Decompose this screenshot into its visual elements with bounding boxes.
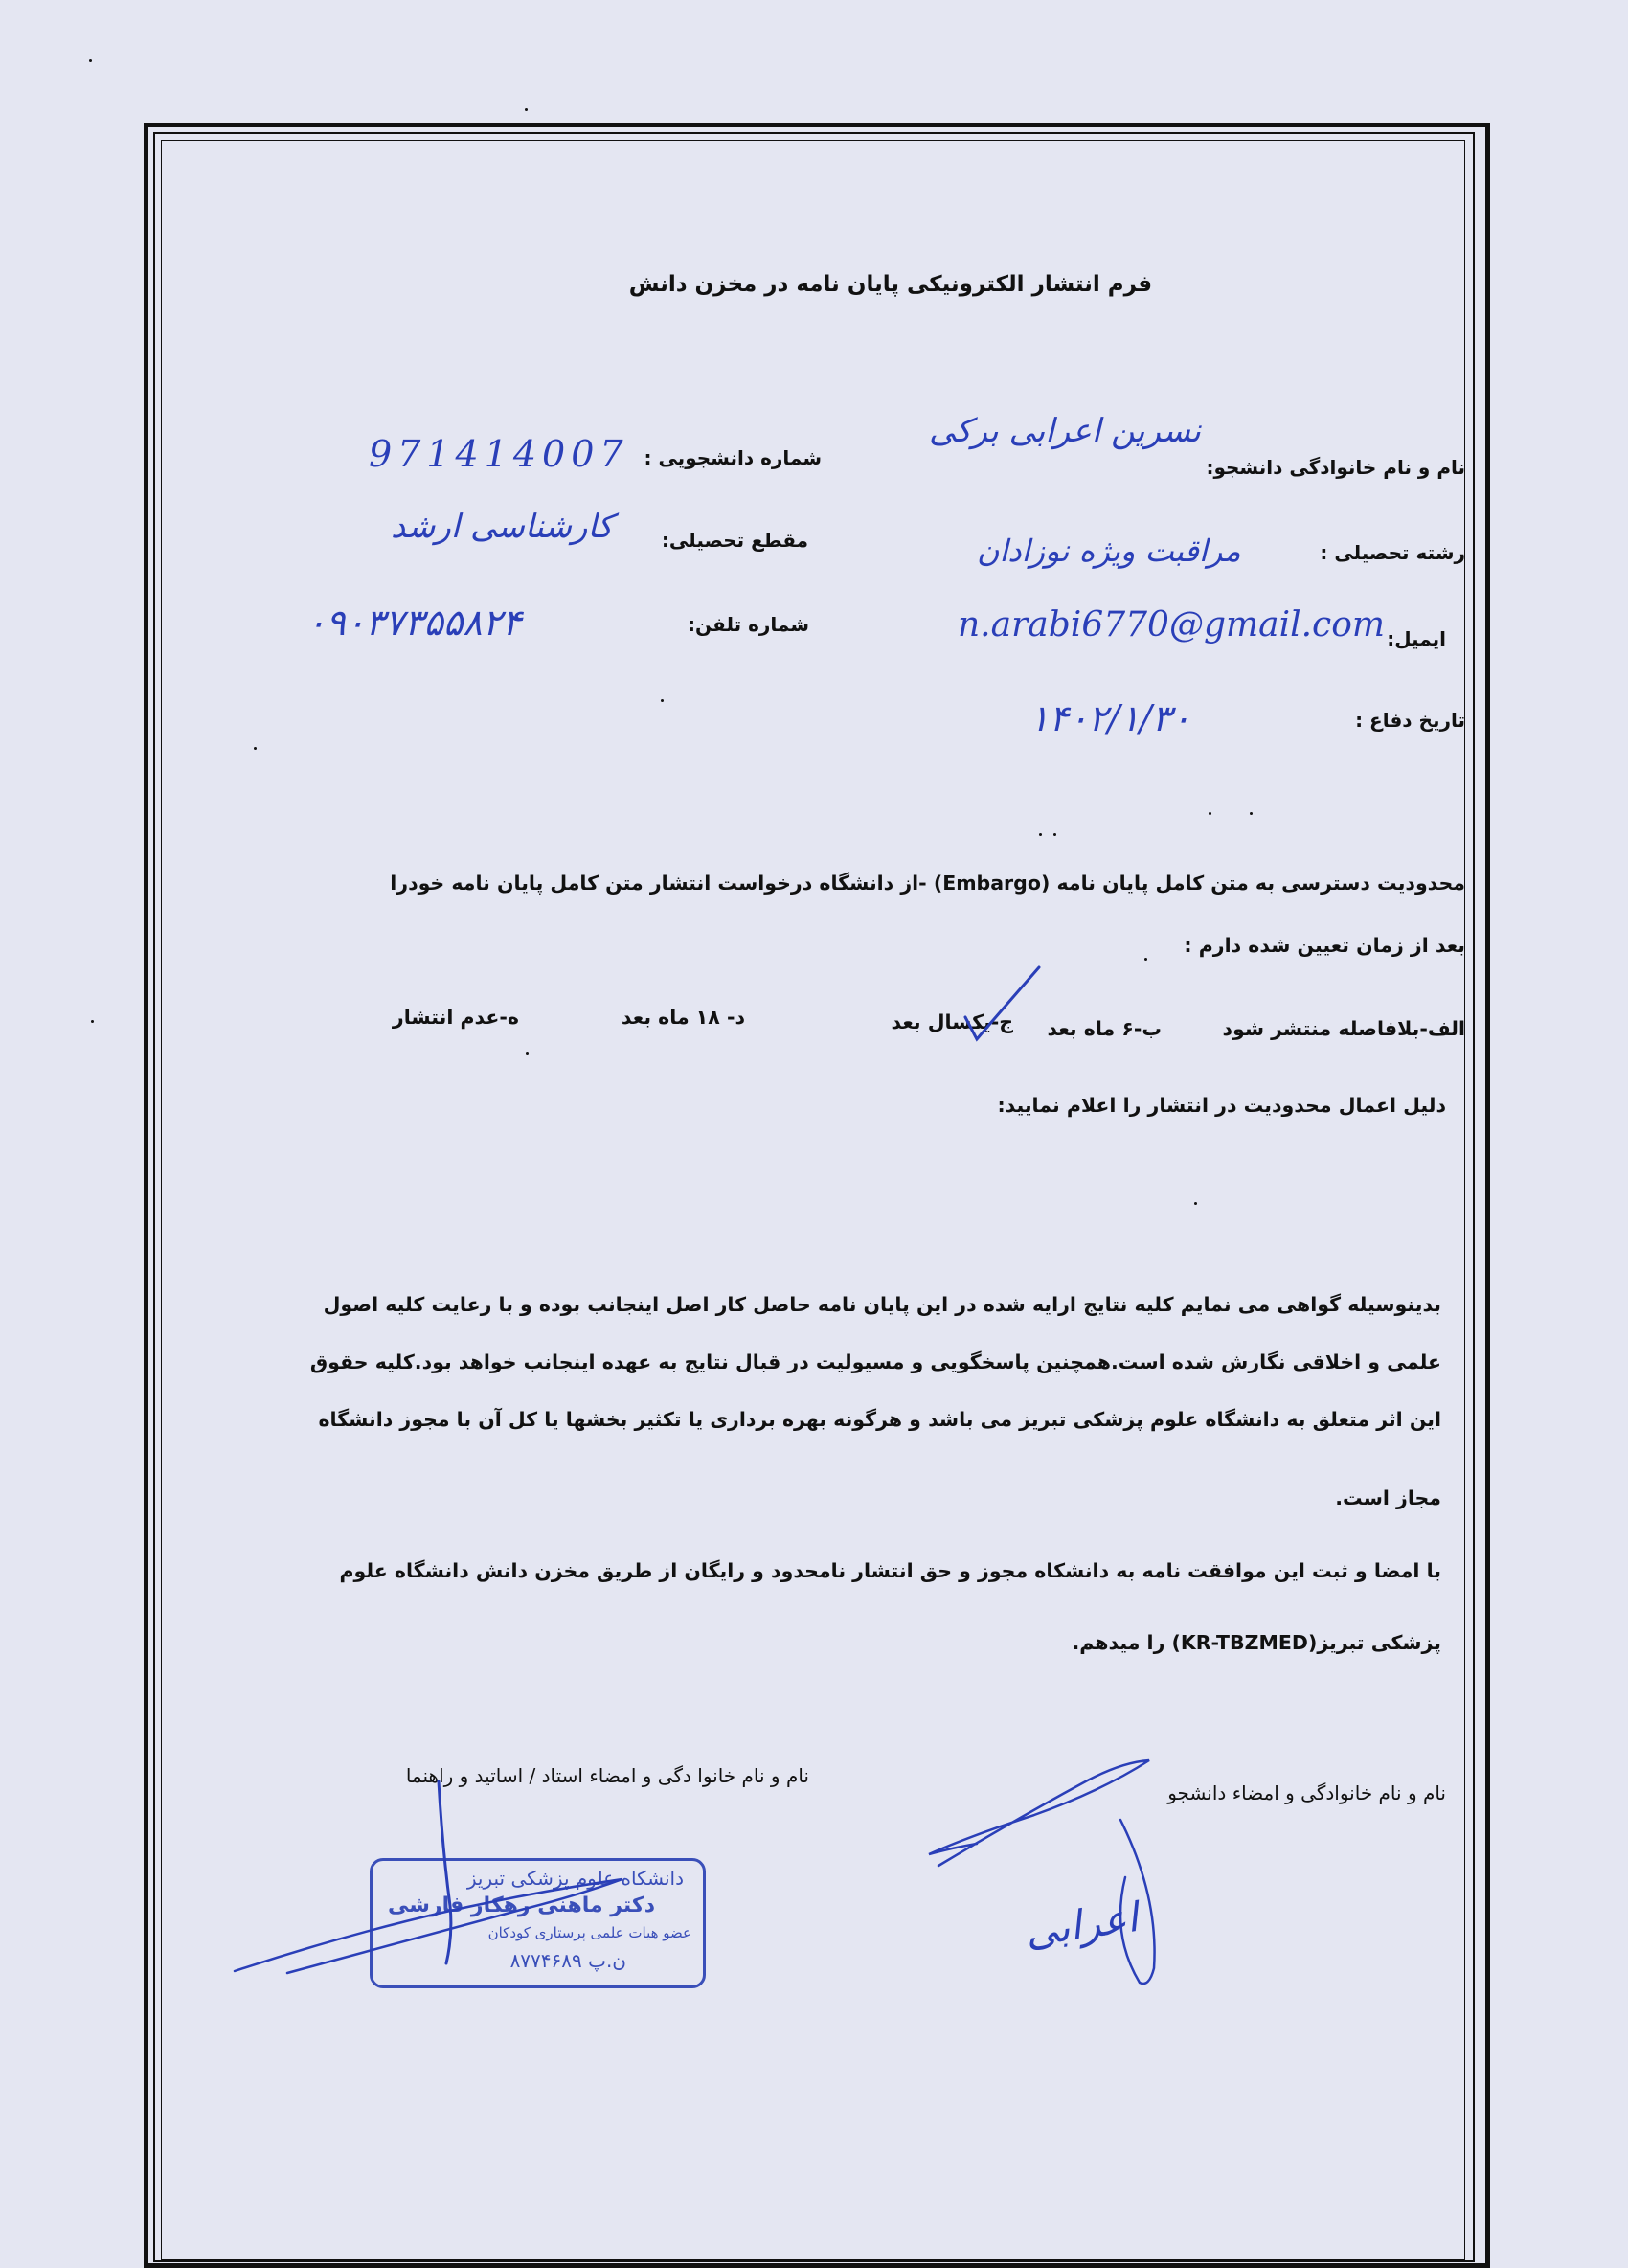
defense-date-handwritten: ۱۴۰۲/۱/۳۰ <box>1029 697 1191 739</box>
student-signature: اعرابی <box>1022 1894 1142 1956</box>
supervisor-signature-label: نام و نام خانوا دگی و امضاء استاد / اساتید و راهنما <box>405 1764 809 1787</box>
declaration-line1: بدینوسیله گواهی می نمایم کلیه نتایج ارایه شده در این پایان نامه حاصل کار اصل اینجانب بوده و با رعایت کلیه اصول <box>323 1293 1441 1316</box>
student-number-handwritten: 971414007 <box>369 433 629 475</box>
license-line2: پزشکی تبریز(KR-TBZMED) را میدهم. <box>1072 1631 1441 1654</box>
major-label: رشته تحصیلی : <box>1320 541 1465 564</box>
supervisor-signature-sweep-icon <box>235 1879 622 1973</box>
stamp-number: ن.پ ۸۷۷۴۶۸۹ <box>509 1949 626 1972</box>
checkmark-icon <box>965 967 1039 1039</box>
embargo-option-1-year: ج-یکسال بعد <box>891 1010 1013 1033</box>
declaration-line4: مجاز است. <box>1335 1486 1441 1509</box>
embargo-text-line2: بعد از زمان تعیین شده دارم : <box>1184 934 1465 957</box>
student-name-label: نام و نام خانوادگی دانشجو: <box>1206 456 1465 479</box>
declaration-line3: این اثر متعلق به دانشگاه علوم پزشکی تبریز می باشد و هرگونه بهره برداری یا تکثیر بخشها یا کل آن با مجوز دانشگاه <box>318 1408 1441 1431</box>
supervisor-signature-stroke-icon <box>439 1781 451 1963</box>
form-title: فرم انتشار الکترونیکی پایان نامه در مخزن دانش <box>628 272 1152 297</box>
stamp-title: عضو هیات علمی پرستاری کودکان <box>487 1924 691 1941</box>
degree-handwritten: کارشناسی ارشد <box>391 508 613 546</box>
email-label: ایمیل: <box>1387 627 1446 650</box>
student-signature-label: نام و نام خانوادگی و امضاء دانشجو <box>1167 1781 1446 1804</box>
defense-date-label: تاریخ دفاع : <box>1355 709 1465 732</box>
degree-label: مقطع تحصیلی: <box>661 529 808 552</box>
stamp-university: دانشکاه علوم پزشکی تبریز <box>466 1867 684 1890</box>
email-handwritten: n.arabi6770@gmail.com <box>958 605 1386 645</box>
embargo-option-immediate: الف-بلافاصله منتشر شود <box>1222 1017 1465 1040</box>
license-line1: با امضا و ثبت این موافقت نامه به دانشکاه مجوز و حق انتشار نامحدود و رایگان از طریق مخزن دانش دانشگاه علوم <box>339 1559 1441 1582</box>
stamp-name: دکتر ماهنی رهکار فارشی <box>388 1894 655 1917</box>
phone-handwritten: ۰۹۰۳۷۳۵۵۸۲۴ <box>306 601 522 644</box>
student-name-handwritten: نسرین اعرابی برکی <box>929 412 1202 450</box>
embargo-option-no-publish: ه-عدم انتشار <box>392 1006 519 1029</box>
embargo-option-18-months: د- ۱۸ ماه بعد <box>621 1006 745 1029</box>
student-signature-stroke-icon <box>929 1760 1149 1866</box>
declaration-line2: علمی و اخلاقی نگارش شده است.همچنین پاسخگویی و مسیولیت در قبال نتایج به عهده اینجانب خواهد بود.کلیه حقوق <box>309 1350 1441 1373</box>
embargo-option-6-months: ب-۶ ماه بعد <box>1047 1017 1162 1040</box>
student-signature-loop-icon <box>1120 1820 1155 1984</box>
major-handwritten: مراقبت ویژه نوزادان <box>977 533 1241 569</box>
embargo-text-line1: محدودیت دسترسی به متن کامل پایان نامه (Embargo) -از دانشگاه درخواست انتشار متن کامل پایان نامه خودرا <box>390 872 1465 895</box>
student-number-label: شماره دانشجویی : <box>644 446 822 469</box>
phone-label: شماره تلفن: <box>688 613 809 636</box>
embargo-reason-label: دلیل اعمال محدودیت در انتشار را اعلام نمایید: <box>997 1094 1446 1117</box>
